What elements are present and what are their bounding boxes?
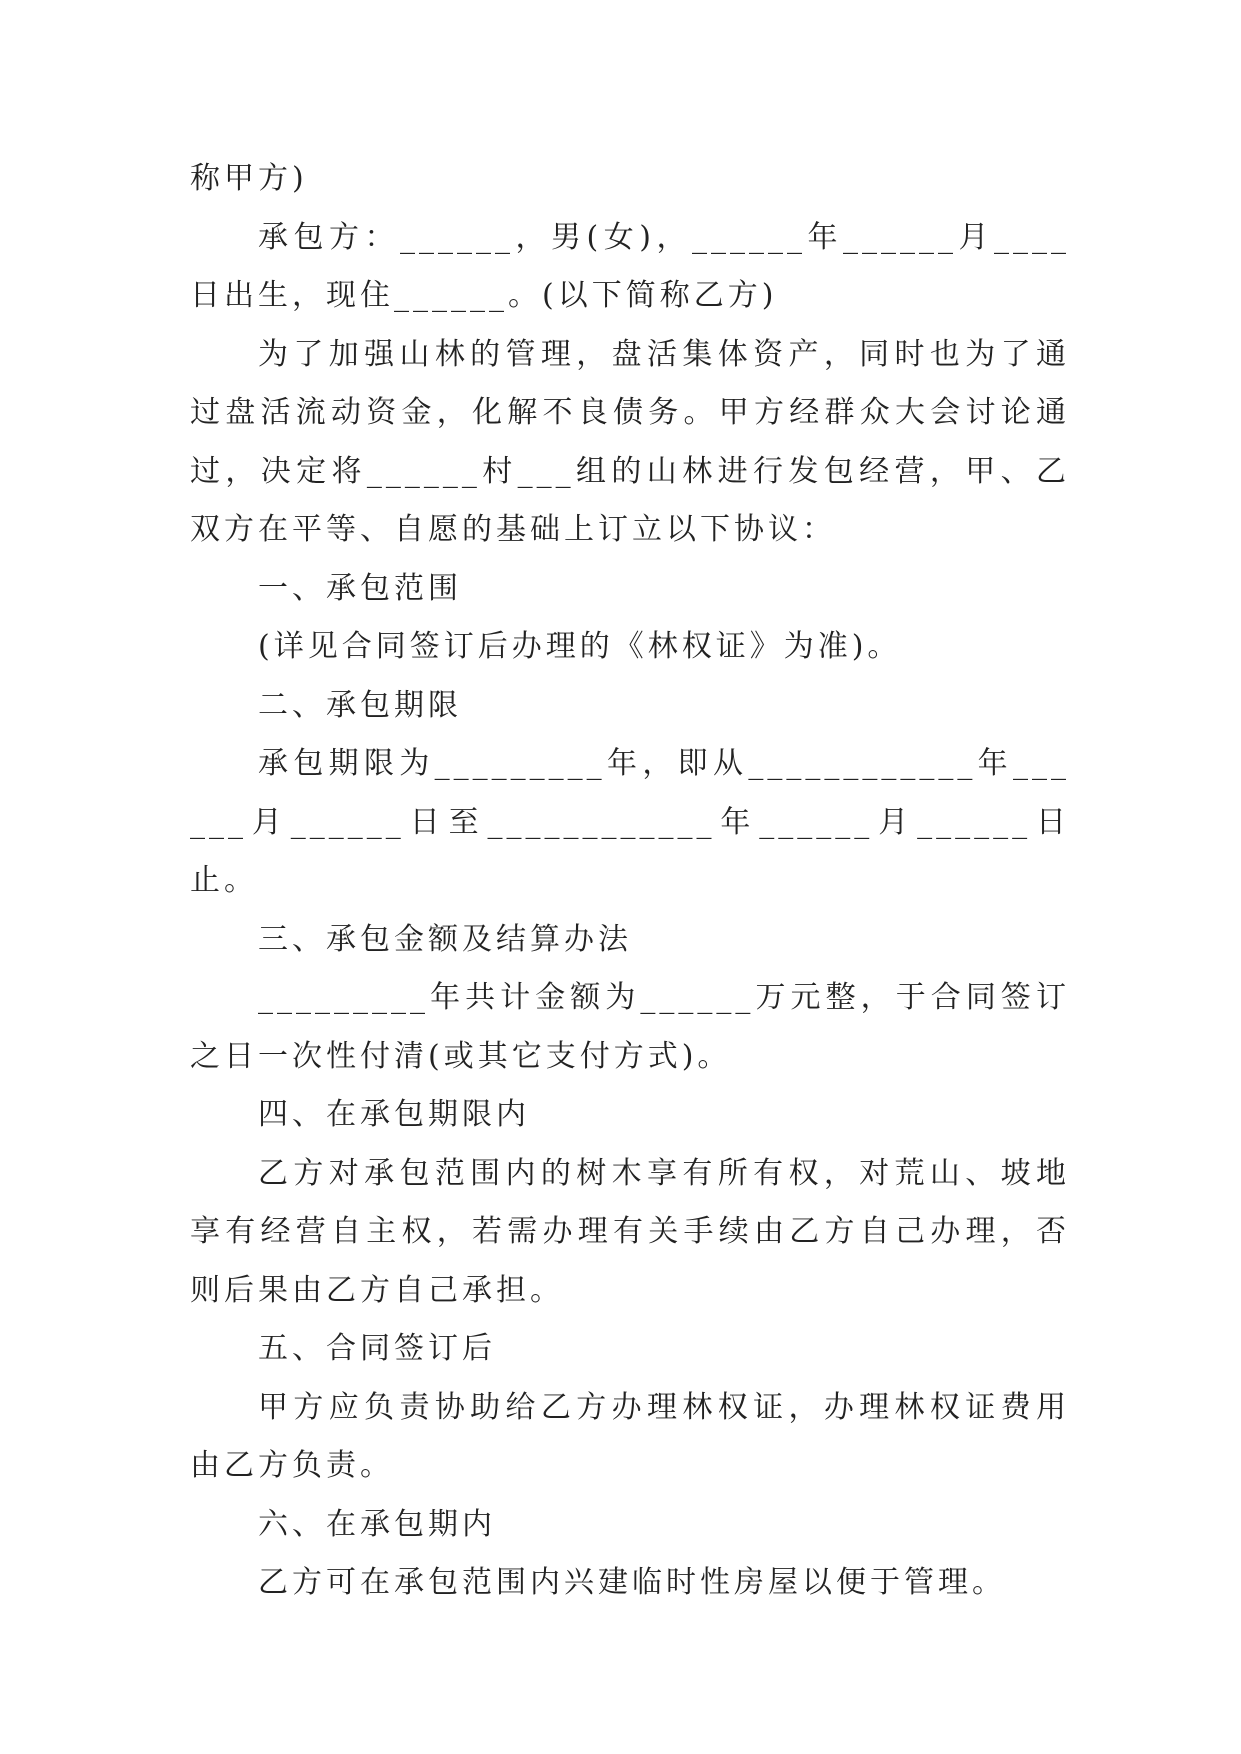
paragraph-party-a-tail: 称甲方)	[190, 161, 308, 196]
paragraph-during-term: 乙方可在承包范围内兴建临时性房屋以便于管理。	[258, 1565, 1006, 1600]
heading-during-term: 六、在承包期内	[258, 1506, 496, 1542]
heading-after-signing: 五、合同签订后	[258, 1331, 496, 1366]
contract-body	[190, 150, 1070, 1613]
paragraph-preamble: 为了加强山林的管理，盘活集体资产，同时也为了通过盘活流动资金，化解不良债务。甲方经群众大会讨论通过，决定将______村___组的山林进行发包经营，甲、乙双方在平等、自愿的基础上订立以下协议：	[190, 336, 1070, 547]
paragraph-rights: 乙方对承包范围内的树木享有所有权，对荒山、坡地享有经营自主权，若需办理有关手续由乙方自己办理，否则后果由乙方自己承担。	[190, 1155, 1070, 1308]
paragraph-after-signing: 甲方应负责协助给乙方办理林权证，办理林权证费用由乙方负责。	[190, 1389, 1070, 1483]
paragraph-payment: _________年共计金额为______万元整，于合同签订之日一次性付清(或其它支付方式)。	[190, 980, 1070, 1074]
heading-rights: 四、在承包期限内	[258, 1097, 530, 1132]
paragraph-term: 承包期限为_________年，即从____________年______月______日至____________年______月______日止。	[190, 746, 1070, 898]
paragraph-party-b-info: 承包方：______，男(女)，______年______月____日出生，现住______。(以下简称乙方)	[190, 219, 1070, 313]
heading-term: 二、承包期限	[258, 687, 462, 723]
paragraph-scope: (详见合同签订后办理的《林权证》为准)。	[258, 629, 902, 664]
heading-scope: 一、承包范围	[258, 570, 462, 606]
heading-payment: 三、承包金额及结算办法	[258, 921, 632, 957]
